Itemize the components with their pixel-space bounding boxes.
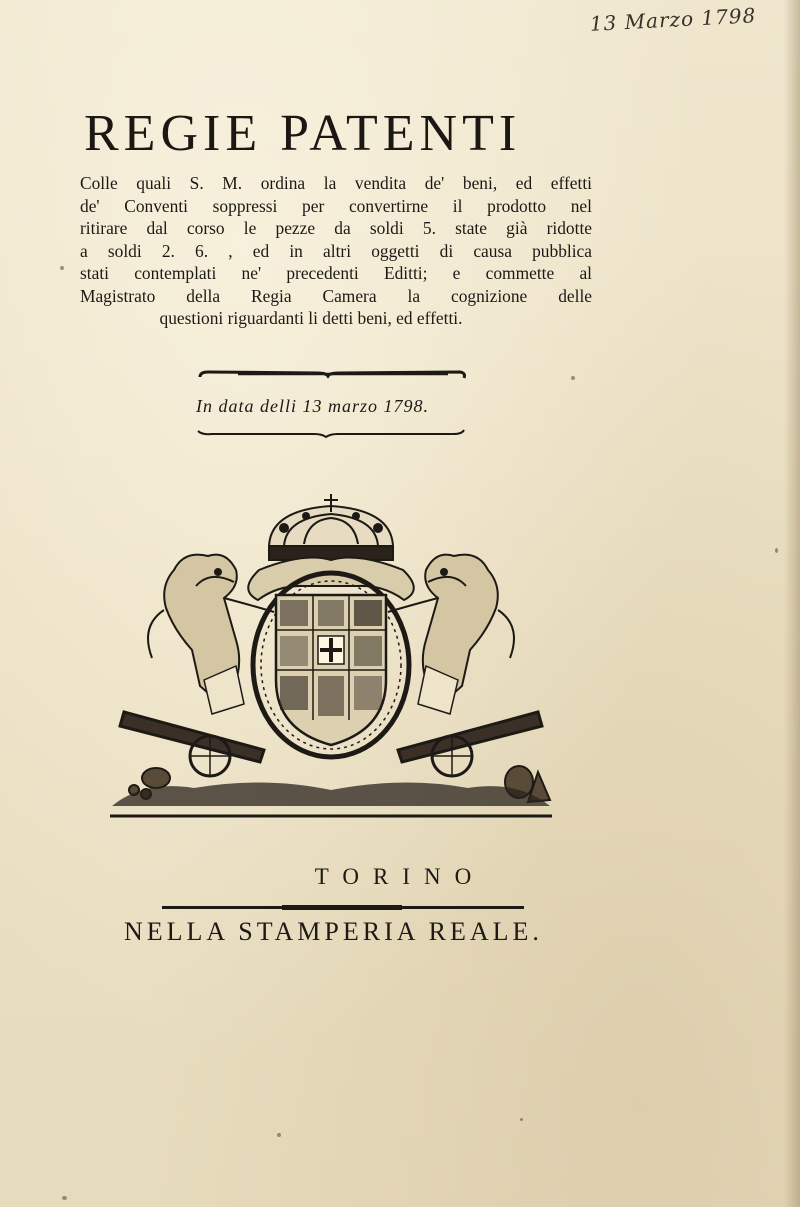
press-rule (162, 905, 524, 910)
paper-speck (520, 1118, 523, 1121)
subtitle-line: stati contemplati ne' precedenti Editti; e commette al (80, 263, 592, 283)
printing-city: TORINO (314, 864, 486, 889)
subtitle-line: questioni riguardanti li detti beni, ed effetti. (159, 308, 463, 328)
subtitle-line: de' Conventi soppressi per convertirne il prodotto nel (80, 195, 592, 216)
subtitle-line: Magistrato della Regia Camera la cognizione delle (80, 285, 592, 306)
ornamental-rule-bottom (196, 425, 466, 439)
document-title: REGIE PATENTI (84, 105, 522, 162)
page-edge-shadow (784, 0, 800, 1207)
paper-speck (775, 548, 778, 553)
royal-coat-of-arms-emblem (104, 490, 558, 820)
subtitle-line: a soldi 2. 6. , ed in altri oggetti di causa pubblica (80, 240, 592, 261)
paper-speck (60, 266, 64, 270)
paper-speck (62, 1196, 67, 1200)
paper-speck (277, 1133, 281, 1137)
subtitle-line: ritirare dal corso le pezze da soldi 5. state già ridotte (80, 218, 592, 238)
date-line: In data delli 13 marzo 1798. (196, 396, 429, 416)
printer-imprint: NELLA STAMPERIA REALE. (124, 917, 543, 946)
handwritten-note: 13 Marzo 1798 (589, 3, 757, 36)
paper-speck (571, 376, 575, 380)
subtitle-line: Colle quali S. M. ordina la vendita de' beni, ed effetti (80, 173, 592, 193)
ornamental-rule-top (198, 367, 468, 381)
document-subtitle (80, 172, 592, 352)
